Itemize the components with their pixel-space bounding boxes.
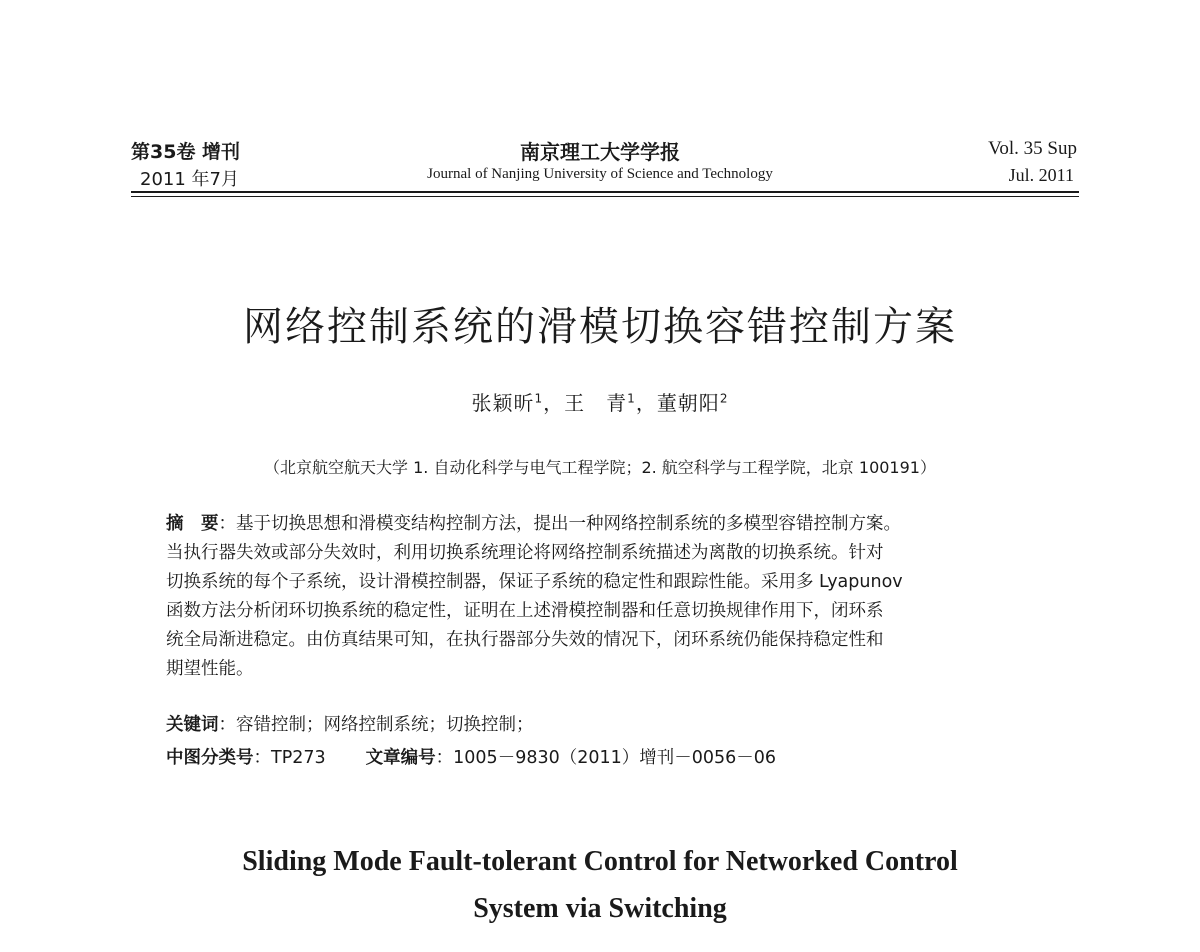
author-affiliation: （北京航空航天大学 1. 自动化科学与电气工程学院；2. 航空科学与工程学院，北京 100191） xyxy=(264,458,936,477)
abstract xyxy=(166,510,1040,684)
article-number-label: 文章编号 xyxy=(365,748,436,768)
author-affiliation-mark: 1 xyxy=(534,391,544,406)
classification-value: ：TP273 xyxy=(253,748,326,768)
header-rule-thin xyxy=(131,196,1079,197)
abstract-line: 统全局渐进稳定。由仿真结果可知，在执行器部分失效的情况下，闭环系统仍能保持稳定性和 xyxy=(166,630,884,650)
header-rule-thick xyxy=(131,191,1079,193)
author-name: 王 青 xyxy=(564,391,628,415)
issue-date-en: Jul. 2011 xyxy=(1008,165,1074,185)
abstract-line: 函数方法分析闭环切换系统的稳定性，证明在上述滑模控制器和任意切换规律作用下，闭环系 xyxy=(166,601,884,621)
author-name: 董朝阳 xyxy=(656,391,720,415)
keywords xyxy=(166,711,534,736)
abstract-line: 切换系统的每个子系统，设计滑模控制器，保证子系统的稳定性和跟踪性能。采用多 Lyapunov xyxy=(166,572,903,592)
volume-issue-cn: 第35卷 增刊 xyxy=(131,141,241,163)
english-title-line-2: System via Switching xyxy=(473,893,727,924)
issue-date-cn: 2011 年7月 xyxy=(140,169,239,190)
abstract-line: 当执行器失效或部分失效时，利用切换系统理论将网络控制系统描述为离散的切换系统。针对 xyxy=(166,543,884,563)
author-separator: ， xyxy=(543,391,565,415)
author-name: 张颖昕 xyxy=(471,391,535,415)
author-affiliation-mark: 2 xyxy=(719,391,729,406)
keywords-label: 关键词 xyxy=(166,715,219,735)
author-separator: ， xyxy=(635,391,657,415)
english-title-line-1: Sliding Mode Fault-tolerant Control for Networked Control xyxy=(242,846,958,877)
author-affiliation-mark: 1 xyxy=(627,391,636,406)
abstract-label: 摘 要 xyxy=(166,514,219,534)
abstract-line xyxy=(166,510,1040,539)
journal-name-cn: 南京理工大学学报 xyxy=(520,140,680,164)
article-title: 网络控制系统的滑模切换容错控制方案 xyxy=(243,304,957,350)
classification-label: 中图分类号 xyxy=(166,748,254,768)
abstract-text: ：基于切换思想和滑模变结构控制方法，提出一种网络控制系统的多模型容错控制方案。 xyxy=(218,514,901,534)
author-list xyxy=(0,387,1200,416)
volume-issue-en: Vol. 35 Sup xyxy=(988,138,1077,159)
journal-name-en: Journal of Nanjing University of Science and Technology xyxy=(427,166,773,182)
keywords-text: ：容错控制；网络控制系统；切换控制； xyxy=(218,715,534,735)
classification-line xyxy=(166,744,776,769)
article-number-value: ：1005－9830（2011）增刊－0056－06 xyxy=(435,748,777,768)
abstract-line: 期望性能。 xyxy=(166,659,254,679)
